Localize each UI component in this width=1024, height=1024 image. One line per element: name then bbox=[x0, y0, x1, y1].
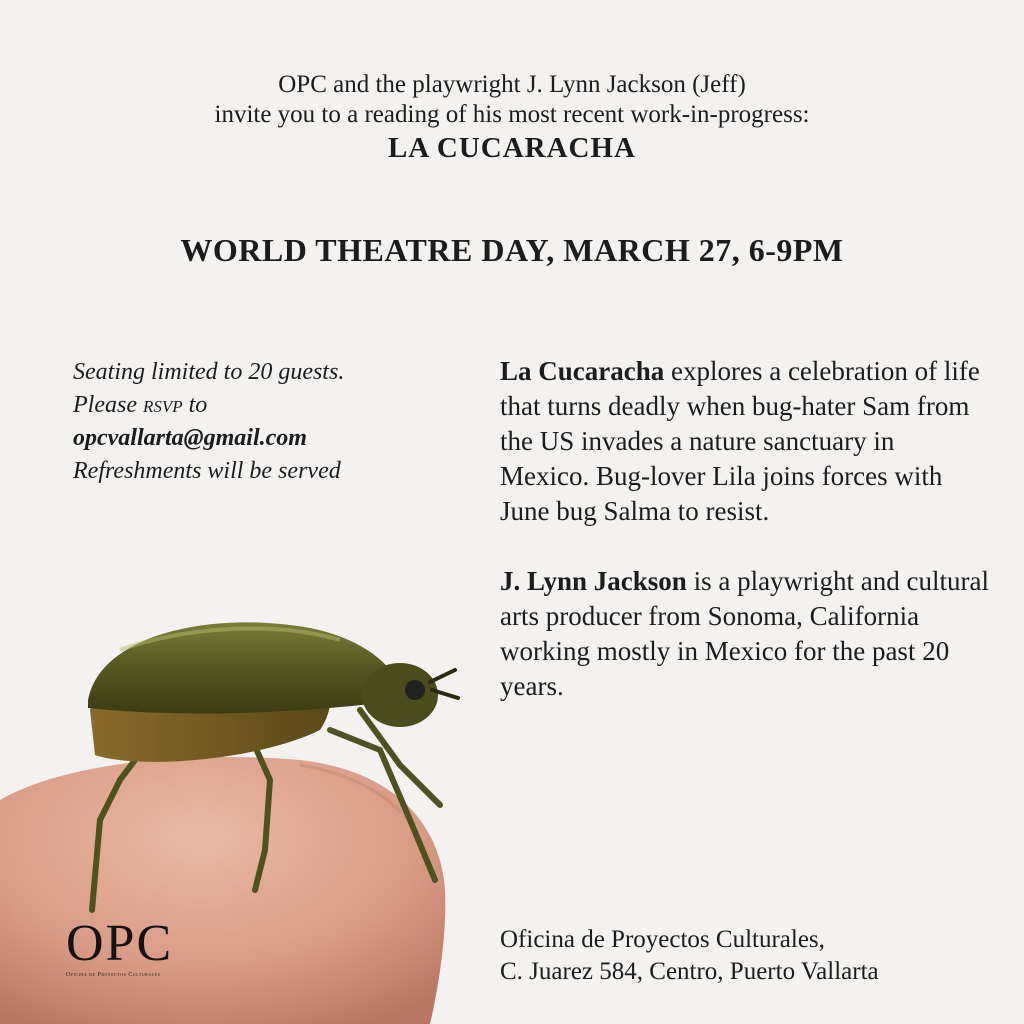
logo-mark: OPC bbox=[66, 915, 174, 972]
opc-logo bbox=[66, 915, 196, 978]
synopsis-title: La Cucaracha bbox=[500, 356, 665, 386]
rsvp-abbrev: rsvp bbox=[142, 392, 183, 418]
refreshments-note: Refreshments will be served bbox=[73, 458, 341, 484]
venue-address bbox=[500, 924, 1000, 988]
description-column bbox=[500, 354, 990, 739]
rsvp-please: Please bbox=[73, 392, 137, 418]
synopsis-paragraph bbox=[500, 354, 990, 529]
address-line-1: Oficina de Proyectos Culturales, bbox=[500, 926, 825, 953]
finger-shape bbox=[0, 757, 445, 1024]
rsvp-line bbox=[73, 389, 413, 422]
logo-subtitle: Oficina de Proyectos Culturales bbox=[66, 972, 161, 978]
rsvp-email[interactable]: opcvallarta@gmail.com bbox=[73, 425, 307, 451]
bio-text: is a playwright and cultural arts producer from Sonoma, California working mostly in Mexico for the past 20 years. bbox=[500, 566, 989, 701]
rsvp-info bbox=[73, 356, 413, 488]
synopsis-text: explores a celebration of life that turns deadly when bug-hater Sam from the US invades a nature sanctuary in Mexico. Bug-lover Lila joins forces with June bug Salma to resist. bbox=[500, 356, 980, 526]
address-line-2: C. Juarez 584, Centro, Puerto Vallarta bbox=[500, 958, 879, 985]
header-line-1: OPC and the playwright J. Lynn Jackson (Jeff) bbox=[278, 71, 746, 98]
event-date: WORLD THEATRE DAY, MARCH 27, 6-9PM bbox=[180, 232, 844, 268]
rsvp-to: to bbox=[188, 392, 208, 418]
seating-note: Seating limited to 20 guests. bbox=[73, 359, 345, 385]
beetle-shell bbox=[88, 622, 402, 713]
header-line-2: invite you to a reading of his most recent work-in-progress: bbox=[214, 101, 810, 128]
invitation-header bbox=[0, 70, 1024, 166]
bio-paragraph bbox=[500, 564, 990, 704]
play-title: LA CUCARACHA bbox=[387, 132, 637, 164]
bio-name: J. Lynn Jackson bbox=[500, 566, 687, 596]
